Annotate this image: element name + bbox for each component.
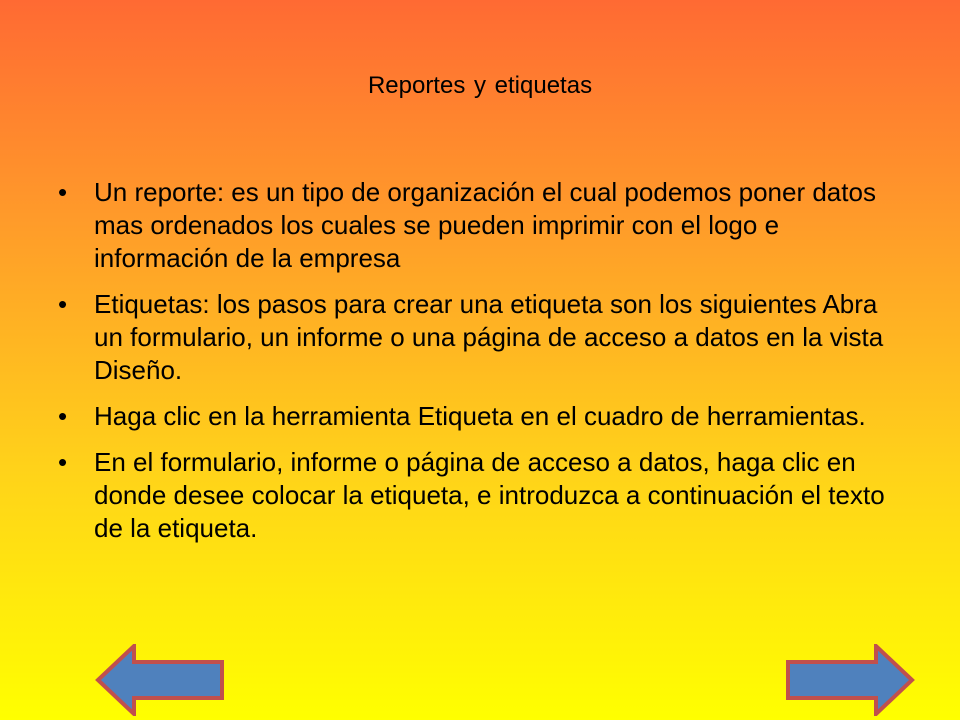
right-arrow-icon	[786, 644, 916, 716]
slide-title: Reportes y etiquetas	[367, 72, 593, 99]
left-arrow-icon	[94, 644, 224, 716]
bullet-item	[58, 400, 888, 433]
bullet-text: Haga clic en la herramienta Etiqueta en el cuadro de herramientas.	[94, 401, 866, 431]
next-slide-button[interactable]	[786, 644, 916, 716]
bullet-item	[58, 446, 888, 545]
bullet-dot-icon: •	[58, 177, 68, 207]
bullet-dot-icon: •	[58, 401, 68, 431]
bullet-item	[58, 288, 888, 387]
bullet-text: Etiquetas: los pasos para crear una etiqueta son los siguientes Abra un formulario, un informe o una página de acceso a datos en la vista Diseño.	[94, 289, 884, 385]
bullet-dot-icon: •	[58, 447, 68, 477]
bullet-item	[58, 176, 888, 275]
previous-slide-button[interactable]	[94, 644, 224, 716]
bullet-list	[58, 176, 888, 558]
bullet-dot-icon: •	[58, 289, 68, 319]
bullet-text: En el formulario, informe o página de acceso a datos, haga clic en donde desee colocar la etiqueta, e introduzca a continuación el texto de la etiqueta.	[94, 447, 885, 543]
bullet-text: Un reporte: es un tipo de organización el cual podemos poner datos mas ordenados los cuales se pueden imprimir con el logo e información de la empresa	[94, 177, 876, 273]
